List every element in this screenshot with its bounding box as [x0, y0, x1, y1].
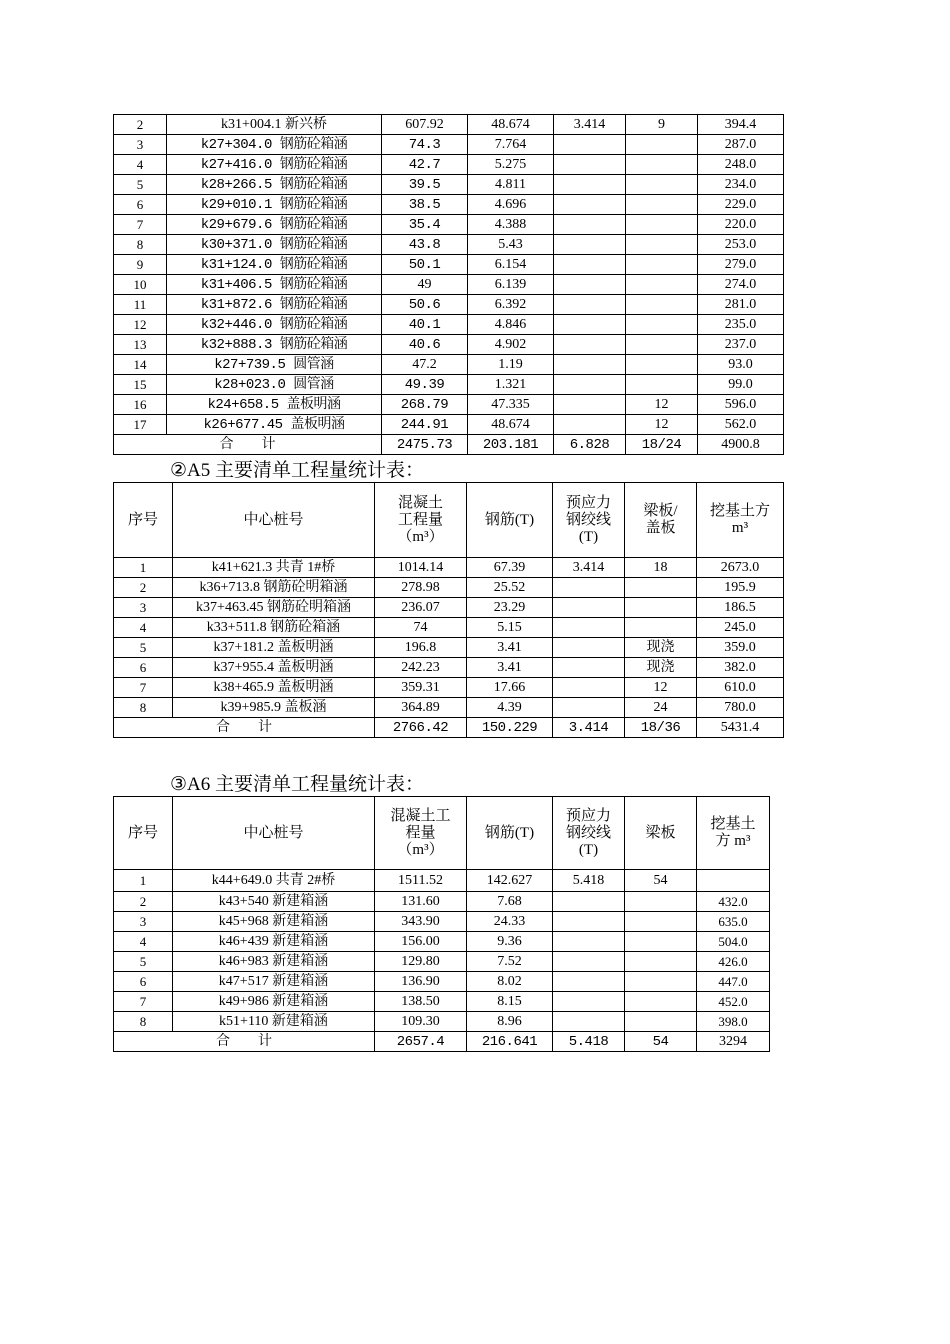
- header-strand: 预应力 钢绞线 (T): [553, 797, 625, 870]
- station-cell: k27+739.5 圆管涵: [167, 355, 382, 375]
- table-a5-caption: ②A5 主要清单工程量统计表：: [170, 460, 425, 481]
- strand-cell: 5.418: [553, 870, 625, 892]
- seq-cell: 3: [114, 135, 167, 155]
- strand-cell: [553, 952, 625, 972]
- seq-cell: 3: [114, 598, 173, 618]
- steel-cell: 8.96: [467, 1012, 553, 1032]
- total-concrete: 2766.42: [375, 718, 467, 738]
- seq-cell: 2: [114, 115, 167, 135]
- strand-cell: 3.414: [553, 558, 625, 578]
- table-row: [114, 215, 784, 235]
- station-cell: k31+872.6 钢筋砼箱涵: [167, 295, 382, 315]
- station-cell: k26+677.45 盖板明涵: [167, 415, 382, 435]
- seq-cell: 2: [114, 578, 173, 598]
- station-cell: k28+266.5 钢筋砼箱涵: [167, 175, 382, 195]
- beam-cell: 24: [625, 698, 697, 718]
- seq-cell: 11: [114, 295, 167, 315]
- beam-cell: 12: [626, 395, 698, 415]
- station-cell: k27+304.0 钢筋砼箱涵: [167, 135, 382, 155]
- beam-cell: [626, 255, 698, 275]
- station-cell: k32+888.3 钢筋砼箱涵: [167, 335, 382, 355]
- station-cell: k43+540 新建箱涵: [173, 892, 375, 912]
- concrete-cell: 196.8: [375, 638, 467, 658]
- strand-cell: [554, 135, 626, 155]
- seq-cell: 10: [114, 275, 167, 295]
- steel-cell: 5.275: [468, 155, 554, 175]
- station-cell: k41+621.3 共青 1#桥: [173, 558, 375, 578]
- total-label: 合 计: [114, 718, 375, 738]
- total-earth: 4900.8: [698, 435, 784, 455]
- steel-cell: 47.335: [468, 395, 554, 415]
- concrete-cell: 47.2: [382, 355, 468, 375]
- seq-cell: 4: [114, 155, 167, 175]
- steel-cell: 7.68: [467, 892, 553, 912]
- steel-cell: 23.29: [467, 598, 553, 618]
- concrete-cell: 38.5: [382, 195, 468, 215]
- beam-cell: 12: [626, 415, 698, 435]
- strand-cell: [553, 912, 625, 932]
- station-cell: k37+955.4 盖板明涵: [173, 658, 375, 678]
- station-cell: k46+439 新建箱涵: [173, 932, 375, 952]
- table-row: [114, 678, 784, 698]
- steel-cell: 8.15: [467, 992, 553, 1012]
- seq-cell: 5: [114, 952, 173, 972]
- table-row: [114, 892, 770, 912]
- header-row: [114, 797, 770, 870]
- station-cell: k31+406.5 钢筋砼箱涵: [167, 275, 382, 295]
- table-row: [114, 992, 770, 1012]
- strand-cell: [554, 355, 626, 375]
- seq-cell: 7: [114, 992, 173, 1012]
- concrete-cell: 43.8: [382, 235, 468, 255]
- station-cell: k24+658.5 盖板明涵: [167, 395, 382, 415]
- seq-cell: 17: [114, 415, 167, 435]
- earth-cell: 253.0: [698, 235, 784, 255]
- beam-cell: [625, 618, 697, 638]
- earth-cell: 426.0: [697, 952, 770, 972]
- header-beam: 梁板: [625, 797, 697, 870]
- header-row: [114, 483, 784, 558]
- earth-cell: 93.0: [698, 355, 784, 375]
- concrete-cell: 1014.14: [375, 558, 467, 578]
- concrete-cell: 109.30: [375, 1012, 467, 1032]
- strand-cell: [554, 255, 626, 275]
- strand-cell: [554, 275, 626, 295]
- earth-cell: 2673.0: [697, 558, 784, 578]
- steel-cell: 4.39: [467, 698, 553, 718]
- total-label: 合 计: [114, 1032, 375, 1052]
- total-beam: 18/36: [625, 718, 697, 738]
- table-row: [114, 255, 784, 275]
- beam-cell: [625, 912, 697, 932]
- beam-cell: [625, 892, 697, 912]
- steel-cell: 6.139: [468, 275, 554, 295]
- beam-cell: [626, 355, 698, 375]
- steel-cell: 8.02: [467, 972, 553, 992]
- steel-cell: 17.66: [467, 678, 553, 698]
- table-row: [114, 275, 784, 295]
- concrete-cell: 1511.52: [375, 870, 467, 892]
- beam-cell: [626, 175, 698, 195]
- beam-cell: [626, 195, 698, 215]
- beam-cell: [625, 598, 697, 618]
- total-steel: 150.229: [467, 718, 553, 738]
- strand-cell: [554, 295, 626, 315]
- table-row: [114, 558, 784, 578]
- beam-cell: [626, 275, 698, 295]
- station-cell: k45+968 新建箱涵: [173, 912, 375, 932]
- table-a5-structures: [113, 482, 784, 738]
- table-row: [114, 135, 784, 155]
- seq-cell: 1: [114, 558, 173, 578]
- strand-cell: [553, 638, 625, 658]
- concrete-cell: 49: [382, 275, 468, 295]
- strand-cell: [554, 195, 626, 215]
- header-steel: 钢筋(T): [467, 797, 553, 870]
- beam-cell: [626, 295, 698, 315]
- header-station: 中心桩号: [173, 483, 375, 558]
- concrete-cell: 40.1: [382, 315, 468, 335]
- steel-cell: 3.41: [467, 638, 553, 658]
- total-earth: 5431.4: [697, 718, 784, 738]
- seq-cell: 5: [114, 638, 173, 658]
- strand-cell: [553, 992, 625, 1012]
- beam-cell: [626, 335, 698, 355]
- strand-cell: [554, 395, 626, 415]
- table-row: [114, 195, 784, 215]
- header-station: 中心桩号: [173, 797, 375, 870]
- total-beam: 54: [625, 1032, 697, 1052]
- earth-cell: 432.0: [697, 892, 770, 912]
- concrete-cell: 74: [375, 618, 467, 638]
- station-cell: k39+985.9 盖板涵: [173, 698, 375, 718]
- beam-cell: 18: [625, 558, 697, 578]
- total-concrete: 2657.4: [375, 1032, 467, 1052]
- seq-cell: 13: [114, 335, 167, 355]
- concrete-cell: 242.23: [375, 658, 467, 678]
- table-row: [114, 972, 770, 992]
- station-cell: k47+517 新建箱涵: [173, 972, 375, 992]
- total-steel: 203.181: [468, 435, 554, 455]
- beam-cell: [625, 1012, 697, 1032]
- total-strand: 5.418: [553, 1032, 625, 1052]
- concrete-cell: 50.6: [382, 295, 468, 315]
- header-seq: 序号: [114, 797, 173, 870]
- steel-cell: 3.41: [467, 658, 553, 678]
- strand-cell: [553, 678, 625, 698]
- concrete-cell: 607.92: [382, 115, 468, 135]
- strand-cell: [553, 972, 625, 992]
- table-row: [114, 638, 784, 658]
- header-concrete: 混凝土工 程量 （m³）: [375, 797, 467, 870]
- concrete-cell: 50.1: [382, 255, 468, 275]
- earth-cell: 447.0: [697, 972, 770, 992]
- seq-cell: 7: [114, 215, 167, 235]
- beam-cell: 现浇: [625, 638, 697, 658]
- total-row: [114, 435, 784, 455]
- earth-cell: 245.0: [697, 618, 784, 638]
- table-row: [114, 295, 784, 315]
- steel-cell: 4.846: [468, 315, 554, 335]
- beam-cell: [625, 972, 697, 992]
- station-cell: k49+986 新建箱涵: [173, 992, 375, 1012]
- concrete-cell: 244.91: [382, 415, 468, 435]
- seq-cell: 12: [114, 315, 167, 335]
- table-row: [114, 952, 770, 972]
- total-strand: 3.414: [553, 718, 625, 738]
- table-row: [114, 598, 784, 618]
- concrete-cell: 136.90: [375, 972, 467, 992]
- steel-cell: 5.43: [468, 235, 554, 255]
- concrete-cell: 74.3: [382, 135, 468, 155]
- concrete-cell: 364.89: [375, 698, 467, 718]
- beam-cell: 9: [626, 115, 698, 135]
- total-concrete: 2475.73: [382, 435, 468, 455]
- table-row: [114, 870, 770, 892]
- concrete-cell: 35.4: [382, 215, 468, 235]
- steel-cell: 7.52: [467, 952, 553, 972]
- steel-cell: 48.674: [468, 415, 554, 435]
- steel-cell: 67.39: [467, 558, 553, 578]
- concrete-cell: 49.39: [382, 375, 468, 395]
- earth-cell: 220.0: [698, 215, 784, 235]
- table-row: [114, 395, 784, 415]
- earth-cell: 279.0: [698, 255, 784, 275]
- station-cell: k27+416.0 钢筋砼箱涵: [167, 155, 382, 175]
- total-label: 合 计: [114, 435, 382, 455]
- seq-cell: 8: [114, 235, 167, 255]
- concrete-cell: 129.80: [375, 952, 467, 972]
- steel-cell: 4.696: [468, 195, 554, 215]
- strand-cell: [553, 892, 625, 912]
- strand-cell: [554, 155, 626, 175]
- earth-cell: 229.0: [698, 195, 784, 215]
- table-row: [114, 415, 784, 435]
- seq-cell: 4: [114, 618, 173, 638]
- beam-cell: [625, 932, 697, 952]
- strand-cell: [554, 175, 626, 195]
- beam-cell: [626, 155, 698, 175]
- seq-cell: 8: [114, 1012, 173, 1032]
- strand-cell: [554, 375, 626, 395]
- table-row: [114, 912, 770, 932]
- steel-cell: 9.36: [467, 932, 553, 952]
- earth-cell: 281.0: [698, 295, 784, 315]
- strand-cell: [553, 578, 625, 598]
- total-earth: 3294: [697, 1032, 770, 1052]
- steel-cell: 6.392: [468, 295, 554, 315]
- earth-cell: 235.0: [698, 315, 784, 335]
- header-earth: 挖基土方 m³: [697, 483, 784, 558]
- total-steel: 216.641: [467, 1032, 553, 1052]
- strand-cell: [554, 315, 626, 335]
- steel-cell: 48.674: [468, 115, 554, 135]
- total-row: [114, 1032, 770, 1052]
- concrete-cell: 278.98: [375, 578, 467, 598]
- table-row: [114, 355, 784, 375]
- table-row: [114, 235, 784, 255]
- seq-cell: 9: [114, 255, 167, 275]
- station-cell: k33+511.8 钢筋砼箱涵: [173, 618, 375, 638]
- beam-cell: [626, 375, 698, 395]
- strand-cell: [553, 932, 625, 952]
- table-row: [114, 698, 784, 718]
- earth-cell: 635.0: [697, 912, 770, 932]
- earth-cell: 398.0: [697, 1012, 770, 1032]
- strand-cell: [554, 235, 626, 255]
- table-row: [114, 155, 784, 175]
- table-row: [114, 1012, 770, 1032]
- concrete-cell: 138.50: [375, 992, 467, 1012]
- seq-cell: 8: [114, 698, 173, 718]
- header-beam: 梁板/ 盖板: [625, 483, 697, 558]
- steel-cell: 4.388: [468, 215, 554, 235]
- beam-cell: [625, 992, 697, 1012]
- station-cell: k44+649.0 共青 2#桥: [173, 870, 375, 892]
- seq-cell: 3: [114, 912, 173, 932]
- steel-cell: 4.811: [468, 175, 554, 195]
- earth-cell: 504.0: [697, 932, 770, 952]
- strand-cell: 3.414: [554, 115, 626, 135]
- total-beam: 18/24: [626, 435, 698, 455]
- earth-cell: 99.0: [698, 375, 784, 395]
- concrete-cell: 343.90: [375, 912, 467, 932]
- station-cell: k29+679.6 钢筋砼箱涵: [167, 215, 382, 235]
- earth-cell: 452.0: [697, 992, 770, 1012]
- earth-cell: 274.0: [698, 275, 784, 295]
- station-cell: k37+463.45 钢筋砼明箱涵: [173, 598, 375, 618]
- strand-cell: [553, 658, 625, 678]
- steel-cell: 7.764: [468, 135, 554, 155]
- steel-cell: 142.627: [467, 870, 553, 892]
- earth-cell: 596.0: [698, 395, 784, 415]
- seq-cell: 6: [114, 658, 173, 678]
- strand-cell: [553, 598, 625, 618]
- steel-cell: 1.19: [468, 355, 554, 375]
- strand-cell: [553, 618, 625, 638]
- station-cell: k31+004.1 新兴桥: [167, 115, 382, 135]
- table-row: [114, 932, 770, 952]
- beam-cell: [625, 952, 697, 972]
- seq-cell: 2: [114, 892, 173, 912]
- earth-cell: 195.9: [697, 578, 784, 598]
- seq-cell: 6: [114, 972, 173, 992]
- concrete-cell: 236.07: [375, 598, 467, 618]
- earth-cell: 382.0: [697, 658, 784, 678]
- station-cell: k28+023.0 圆管涵: [167, 375, 382, 395]
- table-row: [114, 335, 784, 355]
- beam-cell: 54: [625, 870, 697, 892]
- concrete-cell: 268.79: [382, 395, 468, 415]
- beam-cell: [626, 235, 698, 255]
- strand-cell: [553, 698, 625, 718]
- strand-cell: [554, 215, 626, 235]
- steel-cell: 25.52: [467, 578, 553, 598]
- beam-cell: 现浇: [625, 658, 697, 678]
- station-cell: k37+181.2 盖板明涵: [173, 638, 375, 658]
- earth-cell: 287.0: [698, 135, 784, 155]
- strand-cell: [554, 335, 626, 355]
- concrete-cell: 42.7: [382, 155, 468, 175]
- station-cell: k30+371.0 钢筋砼箱涵: [167, 235, 382, 255]
- earth-cell: [697, 870, 770, 892]
- steel-cell: 4.902: [468, 335, 554, 355]
- table-row: [114, 658, 784, 678]
- concrete-cell: 131.60: [375, 892, 467, 912]
- station-cell: k32+446.0 钢筋砼箱涵: [167, 315, 382, 335]
- table-a6-caption: ③A6 主要清单工程量统计表：: [170, 774, 425, 795]
- strand-cell: [554, 415, 626, 435]
- seq-cell: 5: [114, 175, 167, 195]
- earth-cell: 562.0: [698, 415, 784, 435]
- table-row: [114, 375, 784, 395]
- earth-cell: 186.5: [697, 598, 784, 618]
- seq-cell: 1: [114, 870, 173, 892]
- station-cell: k51+110 新建箱涵: [173, 1012, 375, 1032]
- steel-cell: 24.33: [467, 912, 553, 932]
- total-row: [114, 718, 784, 738]
- earth-cell: 234.0: [698, 175, 784, 195]
- beam-cell: [626, 315, 698, 335]
- beam-cell: [626, 135, 698, 155]
- seq-cell: 4: [114, 932, 173, 952]
- table-a4-structures: [113, 114, 784, 455]
- table-row: [114, 618, 784, 638]
- header-seq: 序号: [114, 483, 173, 558]
- beam-cell: [626, 215, 698, 235]
- earth-cell: 780.0: [697, 698, 784, 718]
- steel-cell: 1.321: [468, 375, 554, 395]
- strand-cell: [553, 1012, 625, 1032]
- concrete-cell: 156.00: [375, 932, 467, 952]
- beam-cell: [625, 578, 697, 598]
- beam-cell: 12: [625, 678, 697, 698]
- seq-cell: 14: [114, 355, 167, 375]
- seq-cell: 7: [114, 678, 173, 698]
- steel-cell: 6.154: [468, 255, 554, 275]
- earth-cell: 359.0: [697, 638, 784, 658]
- table-row: [114, 315, 784, 335]
- header-steel: 钢筋(T): [467, 483, 553, 558]
- header-earth: 挖基土 方 m³: [697, 797, 770, 870]
- station-cell: k36+713.8 钢筋砼明箱涵: [173, 578, 375, 598]
- seq-cell: 15: [114, 375, 167, 395]
- station-cell: k38+465.9 盖板明涵: [173, 678, 375, 698]
- concrete-cell: 39.5: [382, 175, 468, 195]
- table-a6-structures: [113, 796, 770, 1052]
- station-cell: k46+983 新建箱涵: [173, 952, 375, 972]
- header-concrete: 混凝土 工程量 （m³）: [375, 483, 467, 558]
- earth-cell: 394.4: [698, 115, 784, 135]
- table-row: [114, 115, 784, 135]
- seq-cell: 6: [114, 195, 167, 215]
- station-cell: k29+010.1 钢筋砼箱涵: [167, 195, 382, 215]
- steel-cell: 5.15: [467, 618, 553, 638]
- concrete-cell: 359.31: [375, 678, 467, 698]
- earth-cell: 248.0: [698, 155, 784, 175]
- station-cell: k31+124.0 钢筋砼箱涵: [167, 255, 382, 275]
- concrete-cell: 40.6: [382, 335, 468, 355]
- table-row: [114, 578, 784, 598]
- earth-cell: 610.0: [697, 678, 784, 698]
- total-strand: 6.828: [554, 435, 626, 455]
- earth-cell: 237.0: [698, 335, 784, 355]
- header-strand: 预应力 钢绞线 (T): [553, 483, 625, 558]
- table-row: [114, 175, 784, 195]
- seq-cell: 16: [114, 395, 167, 415]
